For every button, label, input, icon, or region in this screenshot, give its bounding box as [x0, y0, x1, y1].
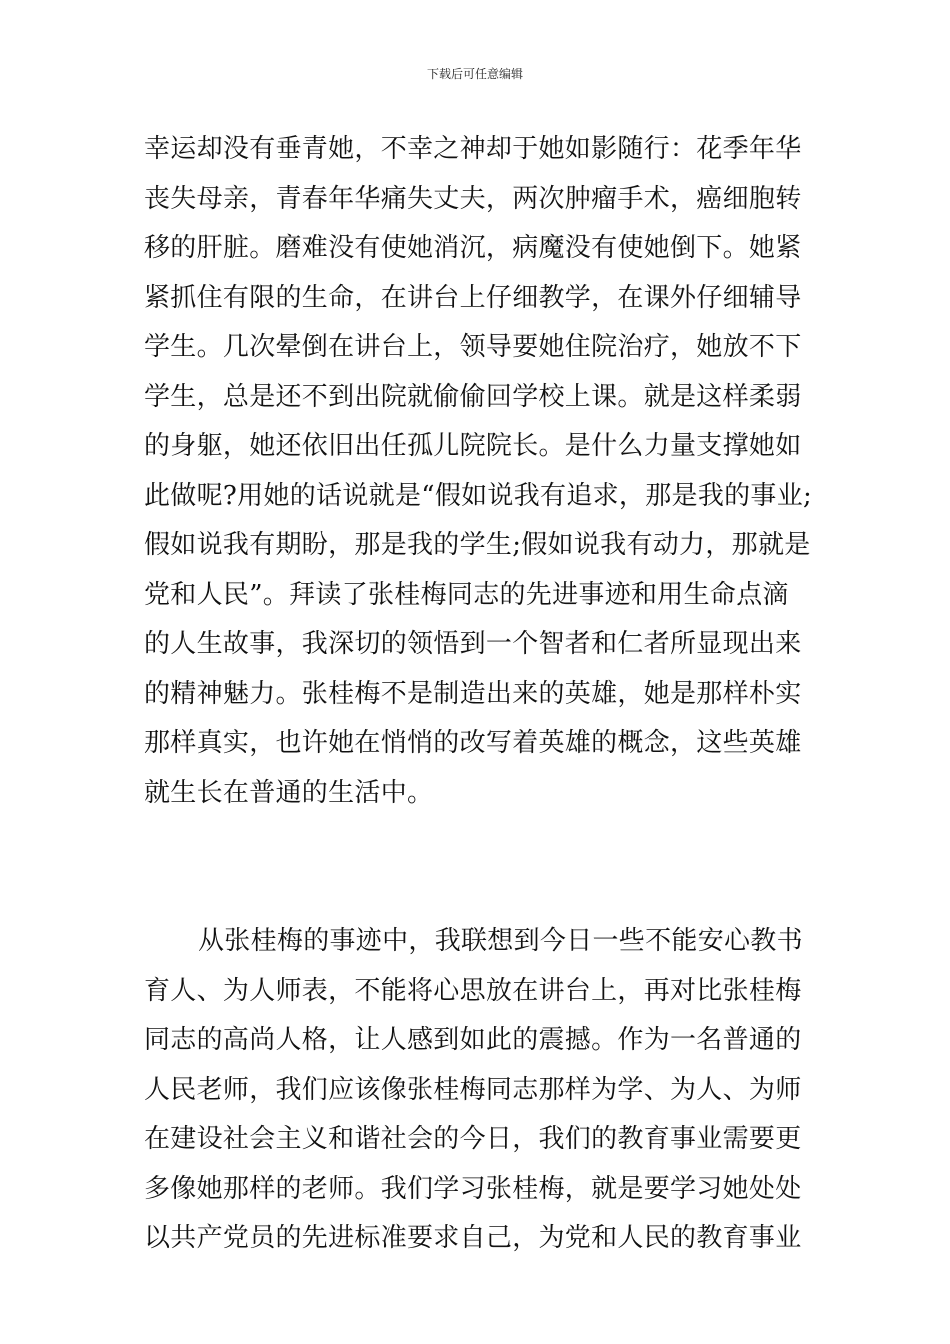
text-line: 以共产党员的先进标准要求自己，为党和人民的教育事业	[144, 1223, 802, 1253]
text-line: 移的肝脏。磨难没有使她消沉，病魔没有使她倒下。她紧	[144, 233, 802, 263]
text-line: 的精神魅力。张桂梅不是制造出来的英雄，她是那样朴实	[144, 678, 802, 709]
paragraph-2	[144, 917, 814, 1264]
paragraph-spacer	[144, 818, 814, 917]
text-line: 育人、为人师表，不能将心思放在讲台上，再对比张桂梅	[144, 975, 802, 1006]
text-line: 同志的高尚人格，让人感到如此的震撼。作为一名普通的	[144, 1025, 802, 1055]
text-line: 那样真实，也许她在悄悄的改写着英雄的概念，这些英雄	[144, 728, 802, 758]
text-line: 的身躯，她还依旧出任孤儿院院长。是什么力量支撑她如	[144, 431, 802, 461]
document-body	[144, 125, 814, 1264]
text-line: 幸运却没有垂青她，不幸之神却于她如影随行：花季年华	[144, 134, 802, 164]
paragraph-1	[144, 125, 814, 818]
text-line: 人民老师，我们应该像张桂梅同志那样为学、为人、为师	[144, 1074, 802, 1105]
text-line: 丧失母亲，青春年华痛失丈夫，两次肿瘤手术，癌细胞转	[144, 183, 802, 214]
text-line: 的人生故事，我深切的领悟到一个智者和仁者所显现出来	[144, 629, 802, 659]
text-line: 就生长在普通的生活中。	[144, 777, 434, 808]
text-line: 多像她那样的老师。我们学习张桂梅，就是要学习她处处	[144, 1173, 802, 1204]
text-line: 党和人民”。拜读了张桂梅同志的先进事迹和用生命点滴	[144, 579, 789, 610]
text-line: 学生。几次晕倒在讲台上，领导要她住院治疗，她放不下	[144, 332, 802, 362]
text-line: 在建设社会主义和谐社会的今日，我们的教育事业需要更	[144, 1124, 802, 1154]
text-line: 从张桂梅的事迹中，我联想到今日一些不能安心教书	[198, 926, 803, 956]
text-line: 紧抓住有限的生命，在讲台上仔细教学，在课外仔细辅导	[144, 282, 802, 313]
text-line: 学生，总是还不到出院就偷偷回学校上课。就是这样柔弱	[144, 381, 802, 412]
page-header: 下载后可任意编辑	[426, 67, 523, 81]
text-line: 假如说我有期盼，那是我的学生;假如说我有动力，那就是	[144, 530, 811, 560]
text-line: 此做呢?用她的话说就是“假如说我有追求，那是我的事业;	[144, 480, 813, 511]
